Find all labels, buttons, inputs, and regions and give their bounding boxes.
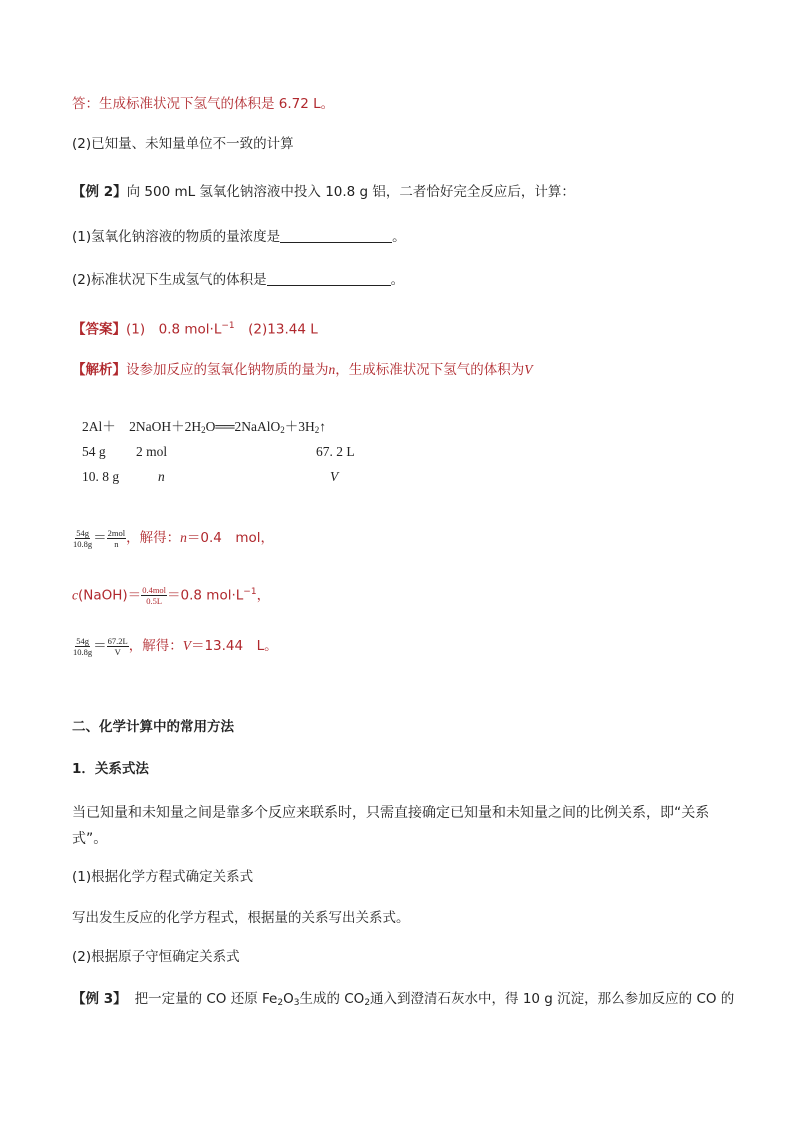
fraction-num: 54g: [76, 635, 89, 646]
question-end: 。: [392, 229, 406, 245]
calc-2: [72, 581, 722, 607]
example-tag: 【例 2】: [72, 184, 127, 200]
method-title: 1．关系式法: [72, 761, 149, 777]
answer-tag: 【答案】: [72, 321, 126, 338]
fraction-num: 67.2L: [107, 635, 128, 646]
example-text: 通入到澄清石灰水中，得 10 g 沉淀，那么参加反应的 CO 的: [370, 991, 735, 1007]
eq-sub: 2: [314, 425, 320, 435]
calc-text: ，解得：: [126, 530, 181, 546]
answer-blank: [280, 228, 392, 243]
method-description: 当已知量和未知量之间是靠多个反应来联系时，只需直接确定已知量和未知量之间的比例关系，即“关系式”。: [72, 805, 710, 847]
calc-3: $\frac{54g}{10.8g}$ ＝ $\frac{67.2L}{V}$ ，解得：V＝13.44 L。: [73, 635, 278, 657]
equation-row: [82, 415, 326, 435]
eq-part: 2Al＋: [82, 419, 116, 434]
question-end: 。: [390, 272, 405, 288]
fraction-den: 10.8g: [73, 646, 93, 657]
fraction-num: 54g: [76, 527, 89, 538]
eq-cell: V: [330, 469, 339, 484]
analysis-tag: 【解析】: [72, 362, 126, 378]
answer-line: 答：生成标准状况下氢气的体积是 6.72 L。: [72, 96, 335, 112]
variable-v: V: [524, 362, 533, 377]
eq-cell: 10. 8 g: [82, 469, 120, 484]
calc-1: $\frac{54g}{10.8g}$ ＝ $\frac{\text{2mol}}{n}$ ，解得：n＝0.4 mol，: [73, 527, 274, 549]
example-text: O: [283, 991, 294, 1007]
fraction-den: n: [114, 538, 119, 549]
question-2: [72, 271, 722, 289]
example-3: [72, 990, 735, 1012]
eq-cell: 54 g: [82, 444, 106, 459]
calc-text: ＝0.8 mol·L: [167, 587, 244, 604]
analysis-text: 设参加反应的氢氧化钠物质的量为: [126, 362, 329, 378]
calc-exponent: −1: [243, 587, 257, 597]
section-title: 二、化学计算中的常用方法: [72, 719, 234, 735]
fraction-den: 0.5L: [146, 596, 163, 606]
calc-var: n: [180, 530, 187, 545]
example-text: 生成的 CO: [299, 991, 365, 1007]
analysis-text-2: ，生成标准状况下氢气的体积为: [335, 362, 525, 378]
answer-text: (1) 0.8 mol·L: [126, 321, 222, 338]
eq-cell: 2 mol: [136, 444, 168, 459]
calc-text: ，: [256, 587, 271, 604]
analysis-block: [72, 361, 722, 379]
fraction-num: 0.4mol: [142, 585, 167, 595]
subsection-b: (2)根据原子守恒确定关系式: [72, 949, 240, 965]
calc-text: ，解得：: [128, 638, 183, 654]
eq-cell: 67. 2 L: [316, 444, 355, 459]
fraction-den: V: [114, 646, 121, 657]
answer-exponent: −1: [221, 321, 235, 331]
calc-var: V: [182, 638, 191, 653]
question-text: (2)标准状况下生成氢气的体积是: [72, 272, 267, 288]
question-text: (1)氢氧化钠溶液的物质的量浓度是: [72, 229, 281, 245]
example-sub: 2: [277, 998, 284, 1008]
calc-value: ＝13.44 L。: [190, 638, 278, 654]
fraction: [107, 528, 126, 549]
gas-arrow: ↑: [319, 419, 326, 434]
subsection-a-desc: 写出发生反应的化学方程式，根据量的关系写出关系式。: [72, 910, 410, 926]
variable-n: n: [328, 362, 336, 377]
calc-var: c: [72, 587, 78, 603]
example-tag: 【例 3】: [72, 991, 127, 1007]
eq-sub: 2: [201, 425, 206, 435]
question-1: [72, 228, 722, 246]
eq-part: 2NaOH＋2H: [129, 419, 202, 434]
fraction: [72, 636, 93, 657]
fraction-den: 10.8g: [73, 538, 93, 549]
eq-cell: n: [158, 469, 165, 484]
example-text: 把一定量的 CO 还原 Fe: [134, 991, 278, 1007]
example-sub: 2: [364, 998, 371, 1008]
subsection-title: (2)已知量、未知量单位不一致的计算: [72, 136, 294, 152]
example-text: 向 500 mL 氢氧化钠溶液中投入 10.8 g 铝，二者恰好完全反应后，计算：: [126, 184, 575, 200]
eq-sub: 2: [280, 425, 285, 435]
calc-text: (NaOH)＝: [78, 587, 142, 604]
example-2: [72, 183, 722, 201]
equation-row-given: [82, 469, 482, 487]
fraction: [107, 636, 129, 657]
example-sub: 3: [293, 998, 300, 1008]
eq-part: ＋3H: [284, 419, 315, 434]
subsection-a: (1)根据化学方程式确定关系式: [72, 869, 254, 885]
equation-row-masses: [82, 444, 482, 462]
answer-blank: [267, 271, 391, 286]
fraction-num: 2mol: [107, 527, 126, 538]
fraction: [72, 528, 93, 549]
answer-block: [72, 317, 722, 339]
fraction: [141, 585, 167, 606]
answer-text-2: (2)13.44 L: [234, 321, 318, 338]
eq-part: O══2NaAlO: [205, 419, 281, 434]
calc-value: ＝0.4 mol，: [186, 530, 274, 546]
